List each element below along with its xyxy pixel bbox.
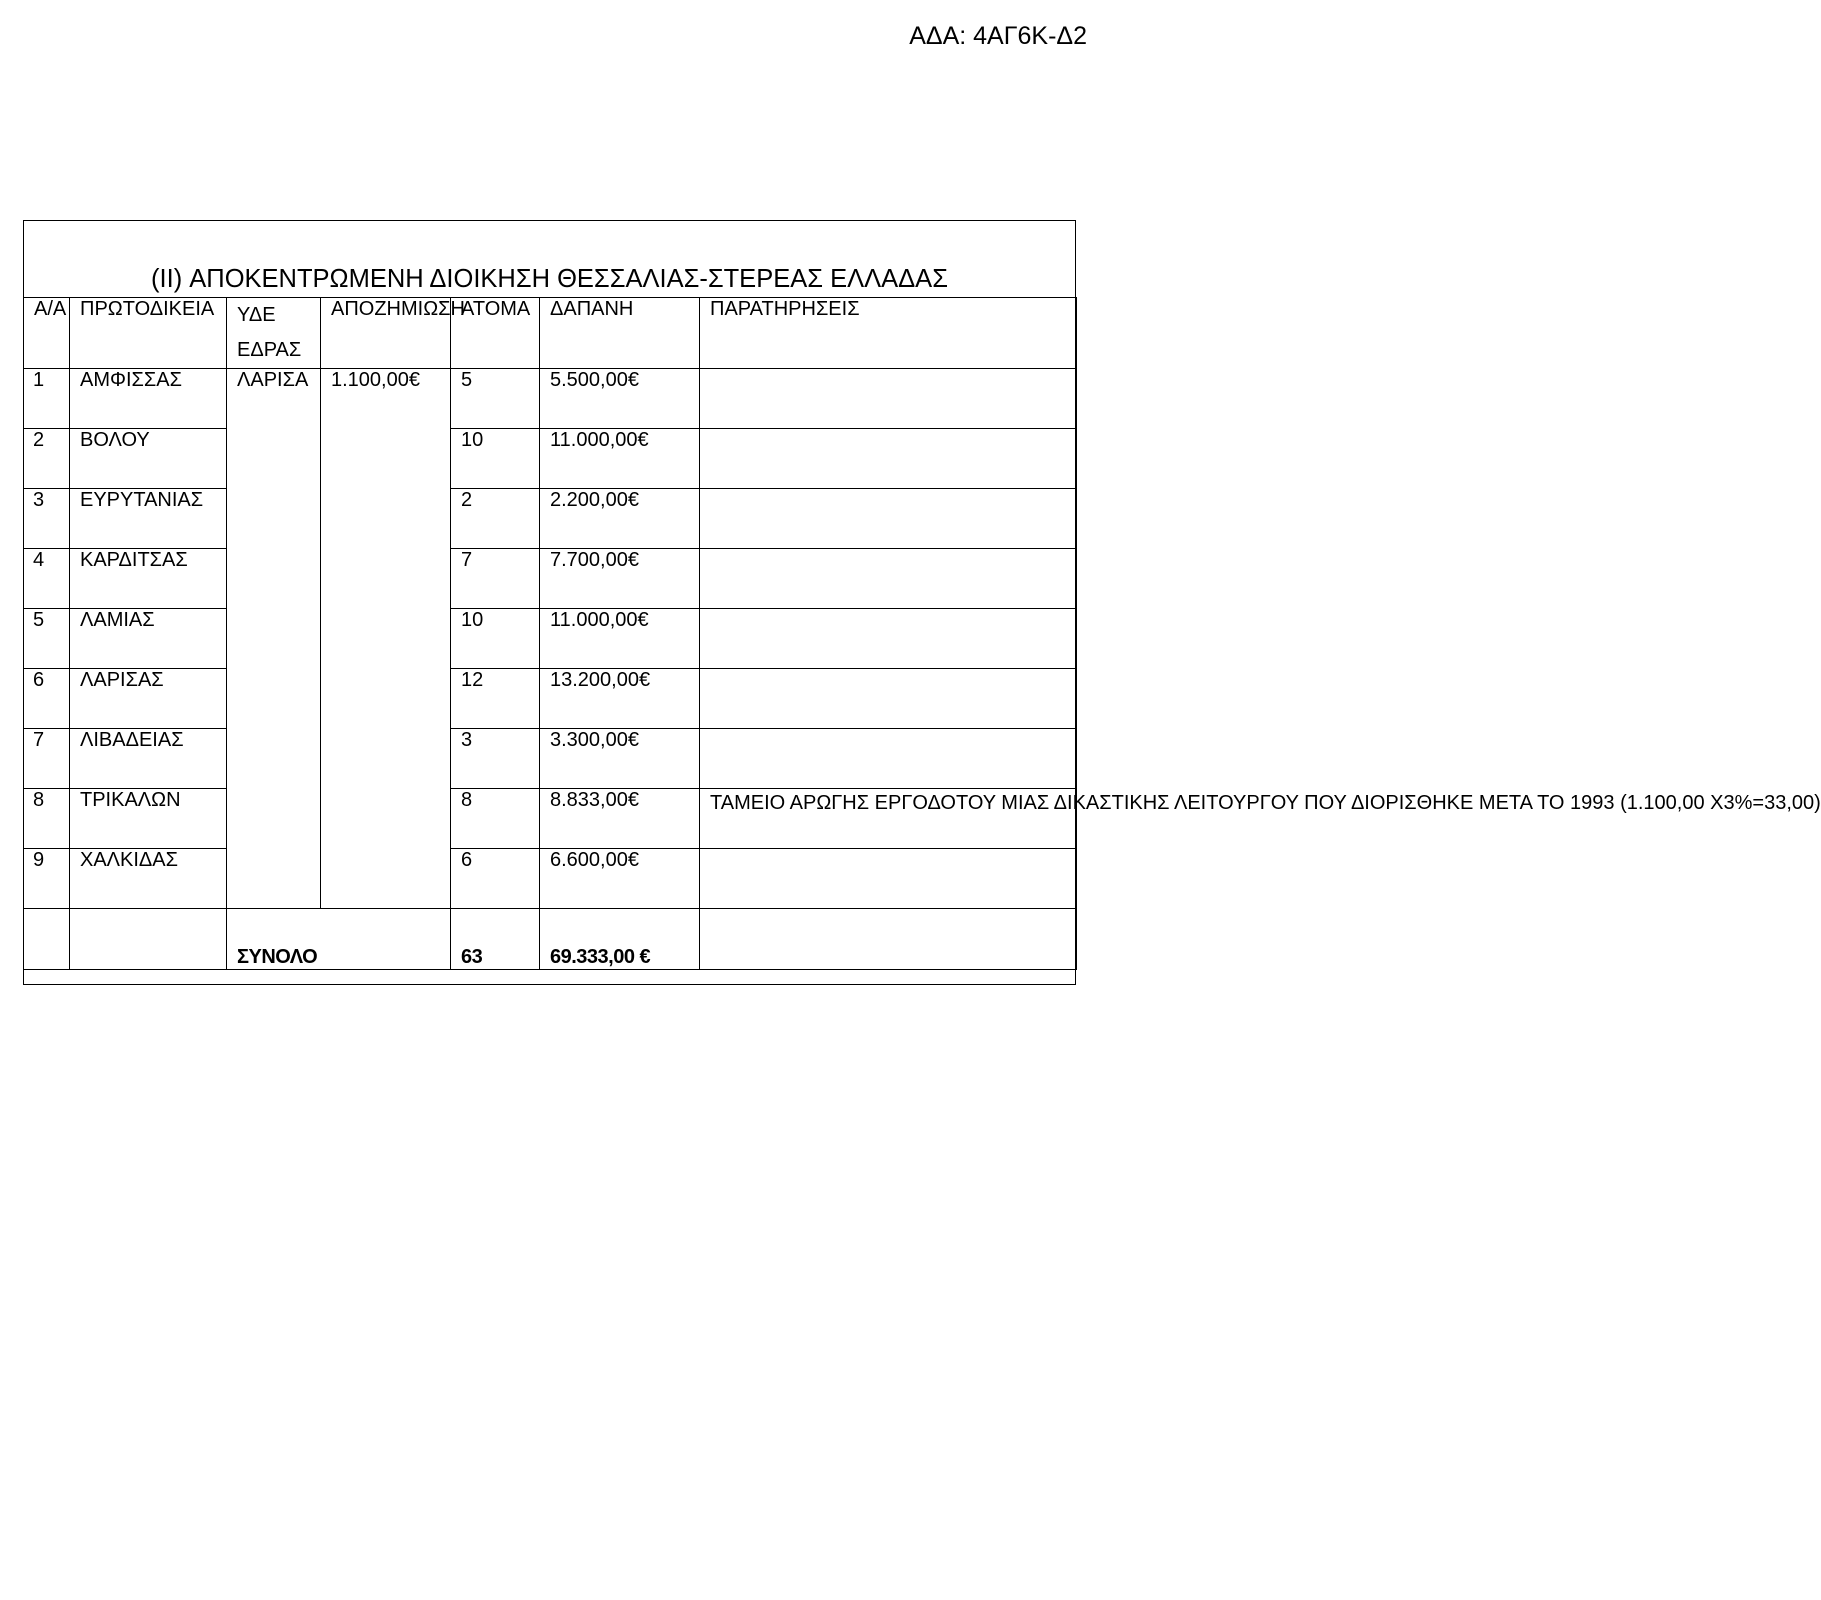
row-remarks: [700, 369, 1077, 429]
row-court: ΒΟΛΟΥ: [70, 429, 227, 489]
row-cost: 11.000,00€: [540, 429, 700, 489]
table-row: [24, 669, 1077, 729]
row-persons: 3: [451, 729, 540, 789]
row-court: ΚΑΡΔΙΤΣΑΣ: [70, 549, 227, 609]
row-court: ΑΜΦΙΣΣΑΣ: [70, 369, 227, 429]
total-persons: 63: [451, 909, 540, 970]
total-remarks-empty: [700, 909, 1077, 970]
table-row: [24, 549, 1077, 609]
row-aa: 7: [24, 729, 70, 789]
col-header-persons: ΑΤΟΜΑ: [451, 298, 540, 369]
col-header-yde: [227, 298, 321, 369]
col-header-cost: ΔΑΠΑΝΗ: [540, 298, 700, 369]
col-header-court: ΠΡΩΤΟΔΙΚΕΙΑ: [70, 298, 227, 369]
row-persons: 8: [451, 789, 540, 849]
col-header-aa: Α/Α: [24, 298, 70, 369]
row-aa: 4: [24, 549, 70, 609]
row-persons: 10: [451, 609, 540, 669]
row-persons: 2: [451, 489, 540, 549]
row-court: ΛΙΒΑΔΕΙΑΣ: [70, 729, 227, 789]
row-cost: 5.500,00€: [540, 369, 700, 429]
row-persons: 6: [451, 849, 540, 909]
table-row: [24, 729, 1077, 789]
row-remarks: [700, 609, 1077, 669]
col-header-yde-line2: ΕΔΡΑΣ: [237, 339, 302, 361]
table-row: [24, 429, 1077, 489]
row-cost: 7.700,00€: [540, 549, 700, 609]
row-cost: 3.300,00€: [540, 729, 700, 789]
table-row: [24, 609, 1077, 669]
row-court: ΛΑΜΙΑΣ: [70, 609, 227, 669]
row-aa: 9: [24, 849, 70, 909]
row-persons: 12: [451, 669, 540, 729]
table-row: [24, 369, 1077, 429]
compensation-cell: 1.100,00€: [321, 369, 451, 909]
total-cost: 69.333,00 €: [540, 909, 700, 970]
row-court: ΧΑΛΚΙΔΑΣ: [70, 849, 227, 909]
row-remarks: [700, 489, 1077, 549]
row-persons: 7: [451, 549, 540, 609]
cost-table: [23, 297, 1821, 970]
table-row: [24, 489, 1077, 549]
row-cost: 11.000,00€: [540, 609, 700, 669]
row-aa: 1: [24, 369, 70, 429]
row-aa: 8: [24, 789, 70, 849]
row-persons: 10: [451, 429, 540, 489]
table-row: [24, 789, 1077, 849]
table-title: (II) ΑΠΟΚΕΝΤΡΩΜΕΝΗ ΔΙΟΙΚΗΣΗ ΘΕΣΣΑΛΙΑΣ-ΣΤΕΡΕΑΣ ΕΛΛΑΔΑΣ: [151, 265, 948, 293]
total-court-empty: [70, 909, 227, 970]
col-header-compensation: ΑΠΟΖΗΜΙΩΣΗ: [321, 298, 451, 369]
row-remarks: [700, 429, 1077, 489]
row-court: ΛΑΡΙΣΑΣ: [70, 669, 227, 729]
table-row: [24, 849, 1077, 909]
row-remarks: [700, 849, 1077, 909]
row-aa: 6: [24, 669, 70, 729]
row-court: ΕΥΡΥΤΑΝΙΑΣ: [70, 489, 227, 549]
document-ada-code: ΑΔΑ: 4ΑΓ6Κ-Δ2: [909, 22, 1087, 50]
row-remarks: [700, 669, 1077, 729]
col-header-yde-line1: ΥΔΕ: [237, 304, 276, 326]
row-cost: 8.833,00€: [540, 789, 700, 849]
row-aa: 2: [24, 429, 70, 489]
col-header-remarks: ΠΑΡΑΤΗΡΗΣΕΙΣ: [700, 298, 1077, 369]
row-cost: 6.600,00€: [540, 849, 700, 909]
row-court: ΤΡΙΚΑΛΩΝ: [70, 789, 227, 849]
row-remarks: [700, 729, 1077, 789]
total-aa-empty: [24, 909, 70, 970]
row-remarks: [700, 549, 1077, 609]
row-persons: 5: [451, 369, 540, 429]
row-remarks-note: ΤΑΜΕΙΟ ΑΡΩΓΗΣ ΕΡΓΟΔΟΤΟΥ ΜΙΑΣ ΔΙΚΑΣΤΙΚΗΣ ΛΕΙΤΟΥΡΓΟΥ ΠΟΥ ΔΙΟΡΙΣΘΗΚΕ ΜΕΤΑ ΤΟ 1993 (1.100,00 Χ3%=33,00): [700, 789, 1077, 849]
row-aa: 3: [24, 489, 70, 549]
header-row: [24, 298, 1077, 369]
seat-cell: ΛΑΡΙΣΑ: [227, 369, 321, 909]
row-aa: 5: [24, 609, 70, 669]
total-label: ΣΥΝΟΛΟ: [227, 909, 451, 970]
total-row: [24, 909, 1077, 970]
row-cost: 2.200,00€: [540, 489, 700, 549]
row-cost: 13.200,00€: [540, 669, 700, 729]
